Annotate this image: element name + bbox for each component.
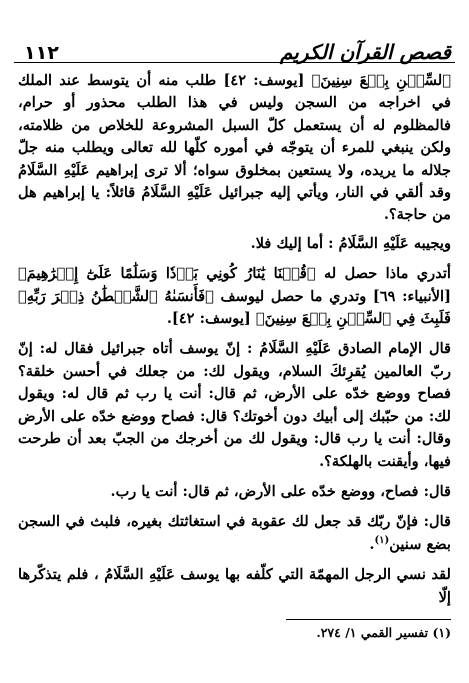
paragraph-4: قال الإمام الصادق عَلَيْهِ السَّلَامُ : إنّ يوسف أتاه جبرائيل فقال له: إنّ ربّ العالمين يُقرِئكَ السلام، ويقول لك: من جعلك في أحسن خلقة؟ فصاح ووضع خدّه على الأرض، ثم قال: أنت يا رب ثم قال له: ويقول لك: من حبّبك إلى أبيك دون أخوتك؟ قال: فصاح ووضع خدّه على الأرض وقال: أنت يا رب قال: ويقول لك من أخرجك من الجبّ بعد أن طرحت فيها، وأيقنت بالهلكة؟. <box>18 340 451 470</box>
paragraph-1: ٱلسِّجۡنِ بِضۡعَ سِنِينَ﴾ [يوسف: ٤٢] طلب منه أن يتوسط عند الملك في اخراجه من السجن وليس في هذا الطلب محذور أو حرام، فالمظلوم له أن يستعمل كلّ السبل المشروعة للخلاص من ظلامته، ولكن ينبغي للمرء أن يتوجّه في أموره كلّها لله تعالى ويطلب منه جلّ جلاله ما يريده، ولا يستعين بمخلوق سواه؛ ألا ترى إبراهيم عَلَيْهِ السَّلَامُ وقد ألقي في النار، ويأتي إليه جبرائيل عَلَيْهِ السَّلَامُ قائلاً: يا إبراهيم هل من حاجة؟. <box>18 72 451 224</box>
paragraph-7: لقد نسي الرجل المهمّة التي كلّفه بها يوسف عَلَيْهِ السَّلَامُ ، فلم يتذكّرها إلّا <box>18 566 451 606</box>
footnote: (١) تفسير القمي ١/ ٢٧٤. <box>316 625 451 640</box>
footnote-marker: (١) <box>374 534 390 546</box>
paragraph-6-text: قال: فإنّ ربّك قد جعل لك عقوبة في استغاثتك بغيره، فلبث في السجن بضع سنين <box>18 513 451 553</box>
header-divider <box>14 62 455 63</box>
page-number: ١١٢ <box>24 42 59 64</box>
footnote-divider <box>286 619 451 620</box>
paragraph-5: قال: فصاح، ووضع خدّه على الأرض، ثم قال: أنت يا رب. <box>110 482 451 500</box>
book-title: قصص القرآن الكريم <box>280 40 451 64</box>
paragraph-3: أتدري ماذا حصل له ﴿قُلۡنَا يَٰنَارُ كُونِي بَرۡدٗا وَسَلَٰمًا عَلَىٰٓ إِبۡرَٰهِيمَ﴾ [الأنبياء: ٦٩] وتدري ما حصل ليوسف ﴿فَأَنسَىٰهُ ٱلشَّيۡطَٰنُ ذِكۡرَ رَبِّهِۦ فَلَبِثَ فِي ٱلسِّجۡنِ بِضۡعَ سِنِينَ﴾ [يوسف: ٤٢]. <box>18 265 451 328</box>
page-body <box>18 70 451 609</box>
page-header <box>18 30 451 64</box>
paragraph-6: قال: فإنّ ربّك قد جعل لك عقوبة في استغاثتك بغيره، فلبث في السجن بضع سنين$^{(١)}$. <box>18 513 451 553</box>
paragraph-2: ويجيبه عَلَيْهِ السَّلَامُ : أما إليك فلا. <box>250 234 451 252</box>
